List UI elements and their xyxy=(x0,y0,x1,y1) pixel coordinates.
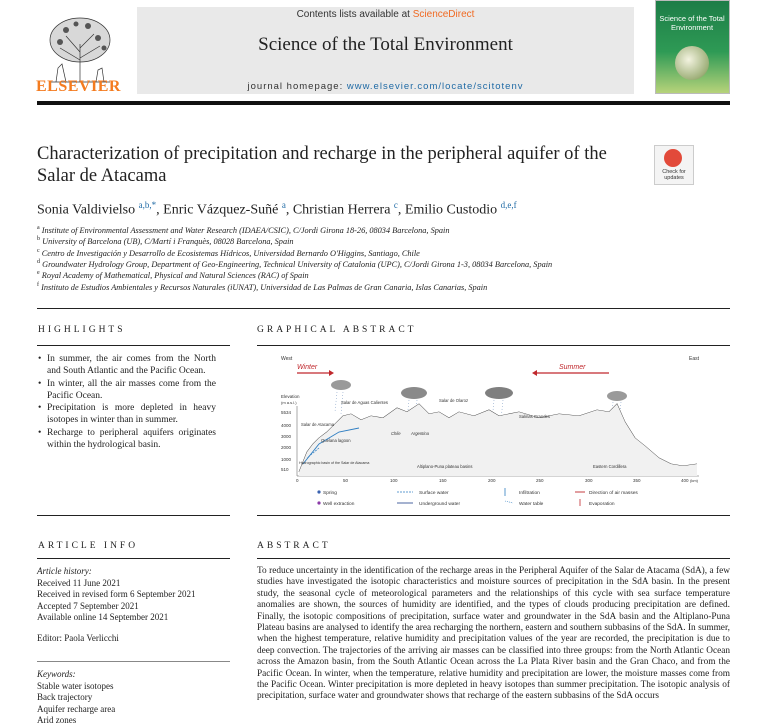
km-unit: (km) xyxy=(690,478,698,483)
graphical-abstract-figure[interactable] xyxy=(279,352,703,514)
author-affil-ref[interactable]: a,b,* xyxy=(138,200,157,210)
abstract-text: To reduce uncertainty in the identification of the recharge areas in the Peripheral Aquifer of the Salar de Atacama (SdA), a few studies have investigated the isotopic characteristics and moisture sources of precipitation in the SdA basin. In the present study, the seasonal cycle of meteorological parameters and the relationships of this cycle with sea surface temperature anomalies are shown, the sources of humidity are identified, and the types of clouds producing precipitation are defined. Finally, the isotopic compositions of precipitation, surface water and groundwater in the SdA basin and the Altiplano-Puna Plateau basins are analysed to identify the area recharging the northern, eastern and southern subbasins of the SdA. In summer, when the highest temperature, relative humidity and precipitation values of the year are recorded, the precipitation is due to deep convection. The trajectories of the arriving air masses can be classified into three groups: from the North Atlantic Ocean across the Amazon basin, from the South Atlantic Ocean across the La Plata River basin and the Gran Chaco, and from the Pacific Ocean. In winter, when the temperature, relative humidity and precipitation are lower, the moisture masses come from the Pacific Ocean. Winter precipitation is more depleted in heavy isotopes than summer precipitation. The isotopic analysis of precipitation, surface water and groundwater shows that recharge of the eastern subbasins of the SdA occurs xyxy=(257,566,730,702)
km-tick: 350 xyxy=(633,478,641,483)
article-info-heading: ARTICLE INFO xyxy=(38,541,139,551)
keywords-label: Keywords: xyxy=(37,669,76,679)
author-name[interactable]: Enric Vázquez-Suñé xyxy=(163,202,279,218)
highlight-item: • Precipitation is more depleted in heavy isotopes in winter than in summer. xyxy=(38,402,216,427)
legend-infiltration: Infiltration xyxy=(519,491,540,496)
elevation-label: Elevation xyxy=(281,394,300,399)
graphical-abstract-bottom-rule xyxy=(257,515,730,516)
history-entry: Received in revised form 6 September 2021 xyxy=(37,589,196,599)
east-label: East xyxy=(689,356,700,362)
header-divider xyxy=(37,101,730,105)
homepage-prefix: journal homepage: xyxy=(247,81,347,92)
article-history xyxy=(37,566,237,624)
homepage-link[interactable]: www.elsevier.com/locate/scitotenv xyxy=(346,81,524,92)
abstract-heading: ABSTRACT xyxy=(257,541,331,551)
cloud-icon xyxy=(331,380,351,390)
bookmark-icon xyxy=(664,149,682,167)
badge-label: Check for updates xyxy=(662,169,686,181)
place-olaroz: Salar de Olaroz xyxy=(439,398,469,403)
km-tick: 150 xyxy=(439,478,447,483)
history-entry: Received 11 June 2021 xyxy=(37,577,121,588)
keywords xyxy=(37,669,237,727)
author-affil-ref[interactable]: d,e,f xyxy=(500,200,517,210)
km-tick: 50 xyxy=(343,478,349,483)
sciencedirect-link[interactable]: ScienceDirect xyxy=(412,9,475,20)
highlights-rule xyxy=(37,345,230,346)
keywords-rule xyxy=(37,661,230,662)
author-name[interactable]: Emilio Custodio xyxy=(404,202,498,218)
section-divider xyxy=(37,308,730,309)
place-quelana: Quelana lagoon xyxy=(321,438,351,443)
affiliation: $^c$ Centro de Investigación y Desarrollo de Ecosistemas Hídricos, Universidad Bernardo O'Higgins, Santiago, Chile xyxy=(37,248,420,258)
keyword[interactable]: Arid zones xyxy=(37,715,77,725)
spring-icon xyxy=(317,490,320,493)
legend-evaporation: Evaporation xyxy=(589,502,615,507)
place-aguas-calientes: Salar de Aguas Calientes xyxy=(341,400,389,405)
history-entry: Available online 14 September 2021 xyxy=(37,612,169,622)
legend-air-masses: Direction of air masses xyxy=(589,491,638,496)
highlights-bottom-rule xyxy=(37,515,230,516)
legend-water-table: Water table xyxy=(519,502,544,507)
abstract-rule xyxy=(257,558,730,559)
contents-line xyxy=(137,9,634,20)
cloud-icon xyxy=(485,387,513,399)
highlights-list xyxy=(38,353,216,451)
well-icon xyxy=(317,501,320,504)
highlights-heading: HIGHLIGHTS xyxy=(38,325,126,335)
km-tick: 100 xyxy=(390,478,398,483)
history-entry: Accepted 7 September 2021 xyxy=(37,600,139,611)
affiliation: $^a$ Institute of Environmental Assessment and Water Research (IDAEA/CSIC), C/Jordi Girona 18-26, 08034 Barcelona, Spain xyxy=(37,225,450,235)
affiliation: $^d$ Groundwater Hydrology Group, Department of Geo-Engineering, Technical University of Catalonia (UPC), C/Jordi Girona 1-3, 08034 Barcelona, Spain xyxy=(37,259,553,269)
editor: Editor: Paola Verlicchi xyxy=(37,633,119,643)
cover-globe-image xyxy=(675,46,709,80)
keyword[interactable]: Stable water isotopes xyxy=(37,680,114,691)
highlight-item: • In summer, the air comes from the North and South Atlantic and the Pacific Ocean. xyxy=(38,353,216,378)
affiliation: $^e$ Royal Academy of Mathematical, Physical and Natural Sciences (RAC) of Spain xyxy=(37,270,309,280)
elevation-unit: (m a.s.l.) xyxy=(281,400,297,405)
author-name[interactable]: Sonia Valdivielso xyxy=(37,202,136,218)
graphical-abstract-heading: GRAPHICAL ABSTRACT xyxy=(257,325,417,335)
place-salinas: Salinas Grandes xyxy=(519,414,550,419)
km-tick: 0 xyxy=(296,478,299,483)
journal-title[interactable]: Science of the Total Environment xyxy=(258,34,513,55)
elevation-tick: 4000 xyxy=(281,423,292,428)
affiliation: $^b$ University of Barcelona (UB), C/Martí i Franquès, 08028 Barcelona, Spain xyxy=(37,236,294,246)
graphical-abstract-rule xyxy=(257,345,730,346)
km-tick: 250 xyxy=(536,478,544,483)
keyword[interactable]: Aquifer recharge area xyxy=(37,703,116,714)
highlight-item: • In winter, all the air masses come from the Pacific Ocean. xyxy=(38,378,216,403)
legend-spring: Spring xyxy=(323,491,337,496)
cloud-icon xyxy=(401,387,427,399)
elevation-tick: 5534 xyxy=(281,410,292,415)
legend-surface: Surface water xyxy=(419,491,449,496)
author-list: Sonia Valdivielso $^{a,b,*}$, Enric Vázquez-Suñé $^a$, Christian Herrera $^c$, Emilio Custodio $^{d,e,f}$ xyxy=(37,200,517,218)
publisher-name[interactable]: ELSEVIER xyxy=(36,78,121,95)
author-name[interactable]: Christian Herrera xyxy=(292,202,391,218)
journal-homepage xyxy=(137,81,634,92)
author-affil-ref[interactable]: a xyxy=(281,200,286,210)
elevation-tick: 1000 xyxy=(281,457,292,462)
highlight-item: • Recharge to peripheral aquifers originates within the hydrological basin. xyxy=(38,427,216,452)
article-info-rule xyxy=(37,558,230,559)
history-label: Article history: xyxy=(37,566,92,576)
elevation-tick: 3000 xyxy=(281,434,292,439)
contents-prefix: Contents lists available at xyxy=(296,9,413,20)
article-title: Characterization of precipitation and recharge in the peripheral aquifer of the Salar de Atacama xyxy=(37,144,607,186)
km-tick: 200 xyxy=(488,478,496,483)
keyword[interactable]: Back trajectory xyxy=(37,692,93,702)
place-chile: Chile xyxy=(391,431,401,436)
summer-label: Summer xyxy=(559,364,586,371)
km-tick: 300 xyxy=(585,478,593,483)
elevation-tick: 510 xyxy=(281,467,289,472)
place-hydro-basin: Hydrographic basin of the Salar de Atacama xyxy=(299,461,370,465)
legend-underground: Underground water xyxy=(419,502,461,507)
place-puna: Altiplano-Puna plateau basins xyxy=(417,464,473,469)
affiliation: $^f$ Instituto de Estudios Ambientales y Recursos Naturales (iUNAT), Universidad de Las Palmas de Gran Canaria, Islas Canarias, Spain xyxy=(37,282,488,292)
legend-well: Well extraction xyxy=(323,502,355,507)
elevation-tick: 2000 xyxy=(281,445,292,450)
place-salar-atacama: Salar de Atacama xyxy=(301,422,335,427)
place-cordillera: Eastern Cordillera xyxy=(593,464,627,469)
winter-label: Winter xyxy=(297,364,318,371)
cover-title: Science of the Total Environment xyxy=(659,14,725,32)
place-argentina: Argentina xyxy=(411,431,429,436)
cloud-icon xyxy=(607,391,627,401)
km-tick: 400 xyxy=(681,478,689,483)
west-label: West xyxy=(281,356,293,362)
author-affil-ref[interactable]: c xyxy=(393,200,398,210)
